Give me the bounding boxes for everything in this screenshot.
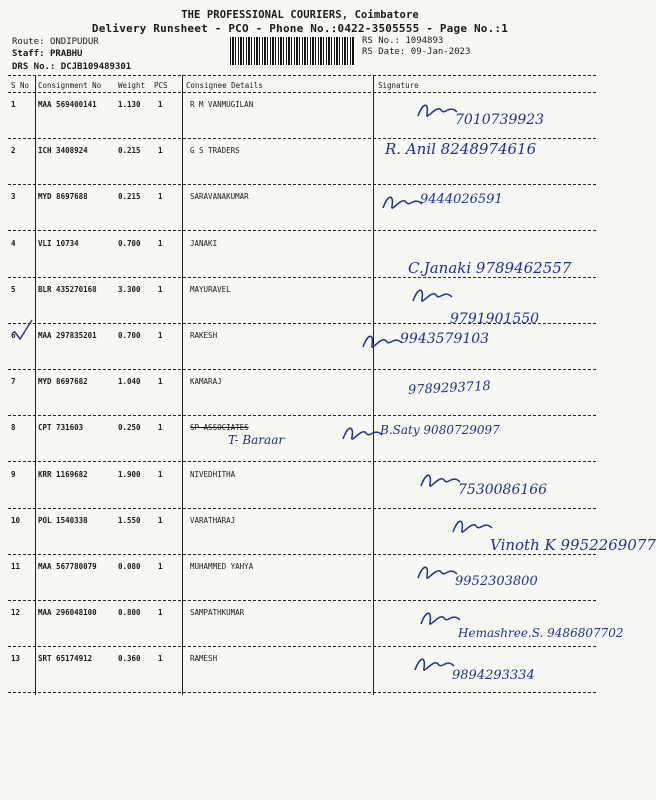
col-header-weight: Weight: [118, 81, 146, 90]
row-sno: 13: [11, 654, 21, 664]
route-label: Route:: [12, 37, 45, 47]
row-consignment-no: VLI 10734: [38, 238, 79, 248]
row-weight: 1.550: [118, 515, 141, 525]
row-weight: 0.800: [118, 608, 141, 618]
row-handwritten-signature: Vinoth K 9952269077: [490, 535, 656, 554]
row-weight: 0.215: [118, 146, 141, 156]
row-consignment-no: MAA 567780079: [38, 562, 97, 571]
row-sno: 1: [11, 100, 16, 109]
row-consignment-no: POL 1540338: [38, 515, 88, 525]
row-weight: 3.300: [118, 284, 141, 294]
row-consignment-no: MYD 8697688: [38, 192, 88, 202]
row-handwritten-signature: 7530086166: [458, 481, 548, 498]
row-pcs: 1: [158, 469, 163, 479]
signature-scribble-icon: [412, 652, 458, 678]
row-sno: 11: [11, 562, 21, 571]
col-header-signature: Signature: [378, 81, 419, 90]
row-handwritten-signature: 9952303800: [455, 574, 538, 589]
row-handwritten-signature: 9791901550: [450, 310, 540, 327]
row-sno: 2: [11, 146, 16, 156]
route-value: ONDIPUDUR: [49, 37, 99, 47]
row-sno: 9: [11, 469, 16, 479]
signature-scribble-icon: [380, 190, 426, 216]
row-sno: 7: [11, 377, 16, 387]
runsheet-subtitle: Delivery Runsheet - PCO - Phone No.:0422-3505555 - Page No.:1: [91, 22, 509, 35]
row-consignee: KAMARAJ: [190, 377, 222, 387]
row-consignee: VARATHARAJ: [190, 515, 236, 525]
row-pcs: 1: [158, 146, 163, 156]
row-pcs: 1: [158, 608, 163, 618]
row-handwritten-correction: T- Baraar: [228, 433, 285, 448]
row-separator: [8, 184, 596, 185]
row-weight: 0.250: [118, 423, 141, 433]
rs-no-value: 1094893: [405, 36, 444, 46]
row-consignee: RAKESH: [190, 331, 218, 340]
row-sno: 6: [11, 331, 16, 340]
row-sno: 5: [11, 284, 16, 294]
rs-date-value: 09-Jan-2023: [410, 47, 471, 57]
row-pcs: 1: [158, 192, 163, 202]
row-consignment-no: MAA 297835201: [38, 331, 97, 340]
col-header-sno: S No: [11, 81, 30, 90]
row-handwritten-signature: B.Saty 9080729097: [380, 423, 500, 438]
row-handwritten-signature: 7010739923: [455, 112, 545, 128]
route-line: [12, 37, 99, 47]
row-separator: [8, 646, 596, 647]
row-separator: [8, 323, 596, 324]
row-weight: 0.700: [118, 331, 141, 340]
column-divider: [35, 75, 36, 695]
rs-date-label: RS Date:: [362, 47, 406, 57]
row-consignee: NIVEDHITHA: [190, 469, 236, 479]
signature-scribble-icon: [410, 283, 456, 309]
row-separator: [8, 554, 596, 555]
row-weight: 1.130: [118, 100, 141, 109]
signature-scribble-icon: [450, 514, 496, 540]
row-consignee: SAMPATHKUMAR: [190, 608, 245, 618]
row-pcs: 1: [158, 654, 163, 664]
col-header-pcs: PCS: [154, 81, 168, 90]
table-top-rule: [8, 75, 596, 76]
row-pcs: 1: [158, 284, 163, 294]
row-separator: [8, 508, 596, 509]
row-separator: [8, 415, 596, 416]
row-weight: 1.900: [118, 469, 141, 479]
row-pcs: 1: [158, 562, 163, 571]
row-consignee: SARAVANAKUMAR: [190, 192, 249, 202]
row-handwritten-signature: C.Janaki 9789462557: [408, 258, 572, 277]
column-divider: [182, 75, 183, 695]
row-pcs: 1: [158, 423, 163, 433]
row-handwritten-signature: 9444026591: [420, 192, 503, 208]
row-consignment-no: KRR 1169682: [38, 469, 88, 479]
row-sno: 12: [11, 608, 21, 618]
row-consignee: SP ASSOCIATES: [190, 423, 249, 433]
rs-no-line: [362, 36, 443, 46]
row-consignment-no: BLR 435270168: [38, 284, 97, 294]
company-title: THE PROFESSIONAL COURIERS, Coimbatore: [181, 9, 419, 21]
signature-scribble-icon: [415, 560, 461, 586]
row-consignee: RAMESH: [190, 654, 218, 664]
drs-line: [12, 62, 131, 72]
row-pcs: 1: [158, 515, 163, 525]
signature-scribble-icon: [415, 98, 461, 124]
row-separator: [8, 369, 596, 370]
column-divider: [373, 75, 374, 695]
row-handwritten-signature: Hemashree.S. 9486807702: [458, 626, 624, 641]
row-pcs: 1: [158, 238, 163, 248]
row-consignee: MAYURAVEL: [190, 284, 231, 294]
signature-scribble-icon: [418, 606, 464, 632]
row-pcs: 1: [158, 331, 163, 340]
rs-date-line: [362, 47, 470, 57]
check-mark-icon: [12, 318, 34, 342]
row-weight: 1.040: [118, 377, 141, 387]
row-consignment-no: SRT 65174912: [38, 654, 93, 664]
row-handwritten-signature: 9789293718: [407, 379, 492, 399]
row-consignee: MUHAMMED YAHYA: [190, 562, 254, 571]
row-weight: 0.360: [118, 654, 141, 664]
row-handwritten-signature: R. Anil 8248974616: [385, 140, 537, 159]
row-sno: 8: [11, 423, 16, 433]
rs-no-label: RS No.:: [362, 36, 400, 46]
row-pcs: 1: [158, 100, 163, 109]
row-consignee: G S TRADERS: [190, 146, 240, 156]
row-consignment-no: CPT 731603: [38, 423, 84, 433]
barcode-image: [230, 37, 355, 65]
signature-scribble-icon: [360, 329, 406, 355]
row-handwritten-signature: 9894293334: [452, 668, 535, 684]
drs-value: DCJB109489301: [60, 62, 132, 72]
row-handwritten-signature: 9943579103: [400, 331, 490, 347]
row-weight: 0.080: [118, 562, 141, 571]
signature-scribble-icon: [340, 421, 386, 447]
row-consignee: R M VANMUGILAN: [190, 100, 254, 109]
col-header-consignee: Consignee Details: [186, 81, 263, 90]
row-sno: 4: [11, 238, 16, 248]
row-consignment-no: MAA 296048100: [38, 608, 97, 618]
row-consignment-no: MYD 8697682: [38, 377, 88, 387]
row-separator: [8, 230, 596, 231]
row-sno: 3: [11, 192, 16, 202]
row-weight: 0.700: [118, 238, 141, 248]
row-weight: 0.215: [118, 192, 141, 202]
row-consignment-no: MAA 569400141: [38, 100, 97, 109]
signature-scribble-icon: [418, 468, 464, 494]
row-consignment-no: ICH 3408924: [38, 146, 88, 156]
row-consignee: JANAKI: [190, 238, 218, 248]
row-separator: [8, 692, 596, 693]
staff-label: Staff:: [12, 49, 45, 59]
staff-line: [12, 49, 82, 59]
row-separator: [8, 461, 596, 462]
row-separator: [8, 600, 596, 601]
staff-value: PRABHU: [49, 49, 83, 59]
drs-label: DRS No.:: [12, 62, 56, 72]
header-bottom-rule: [8, 92, 596, 93]
row-separator: [8, 138, 596, 139]
row-pcs: 1: [158, 377, 163, 387]
row-separator: [8, 277, 596, 278]
row-sno: 10: [11, 515, 21, 525]
col-header-consignment: Consignment No: [38, 81, 102, 90]
